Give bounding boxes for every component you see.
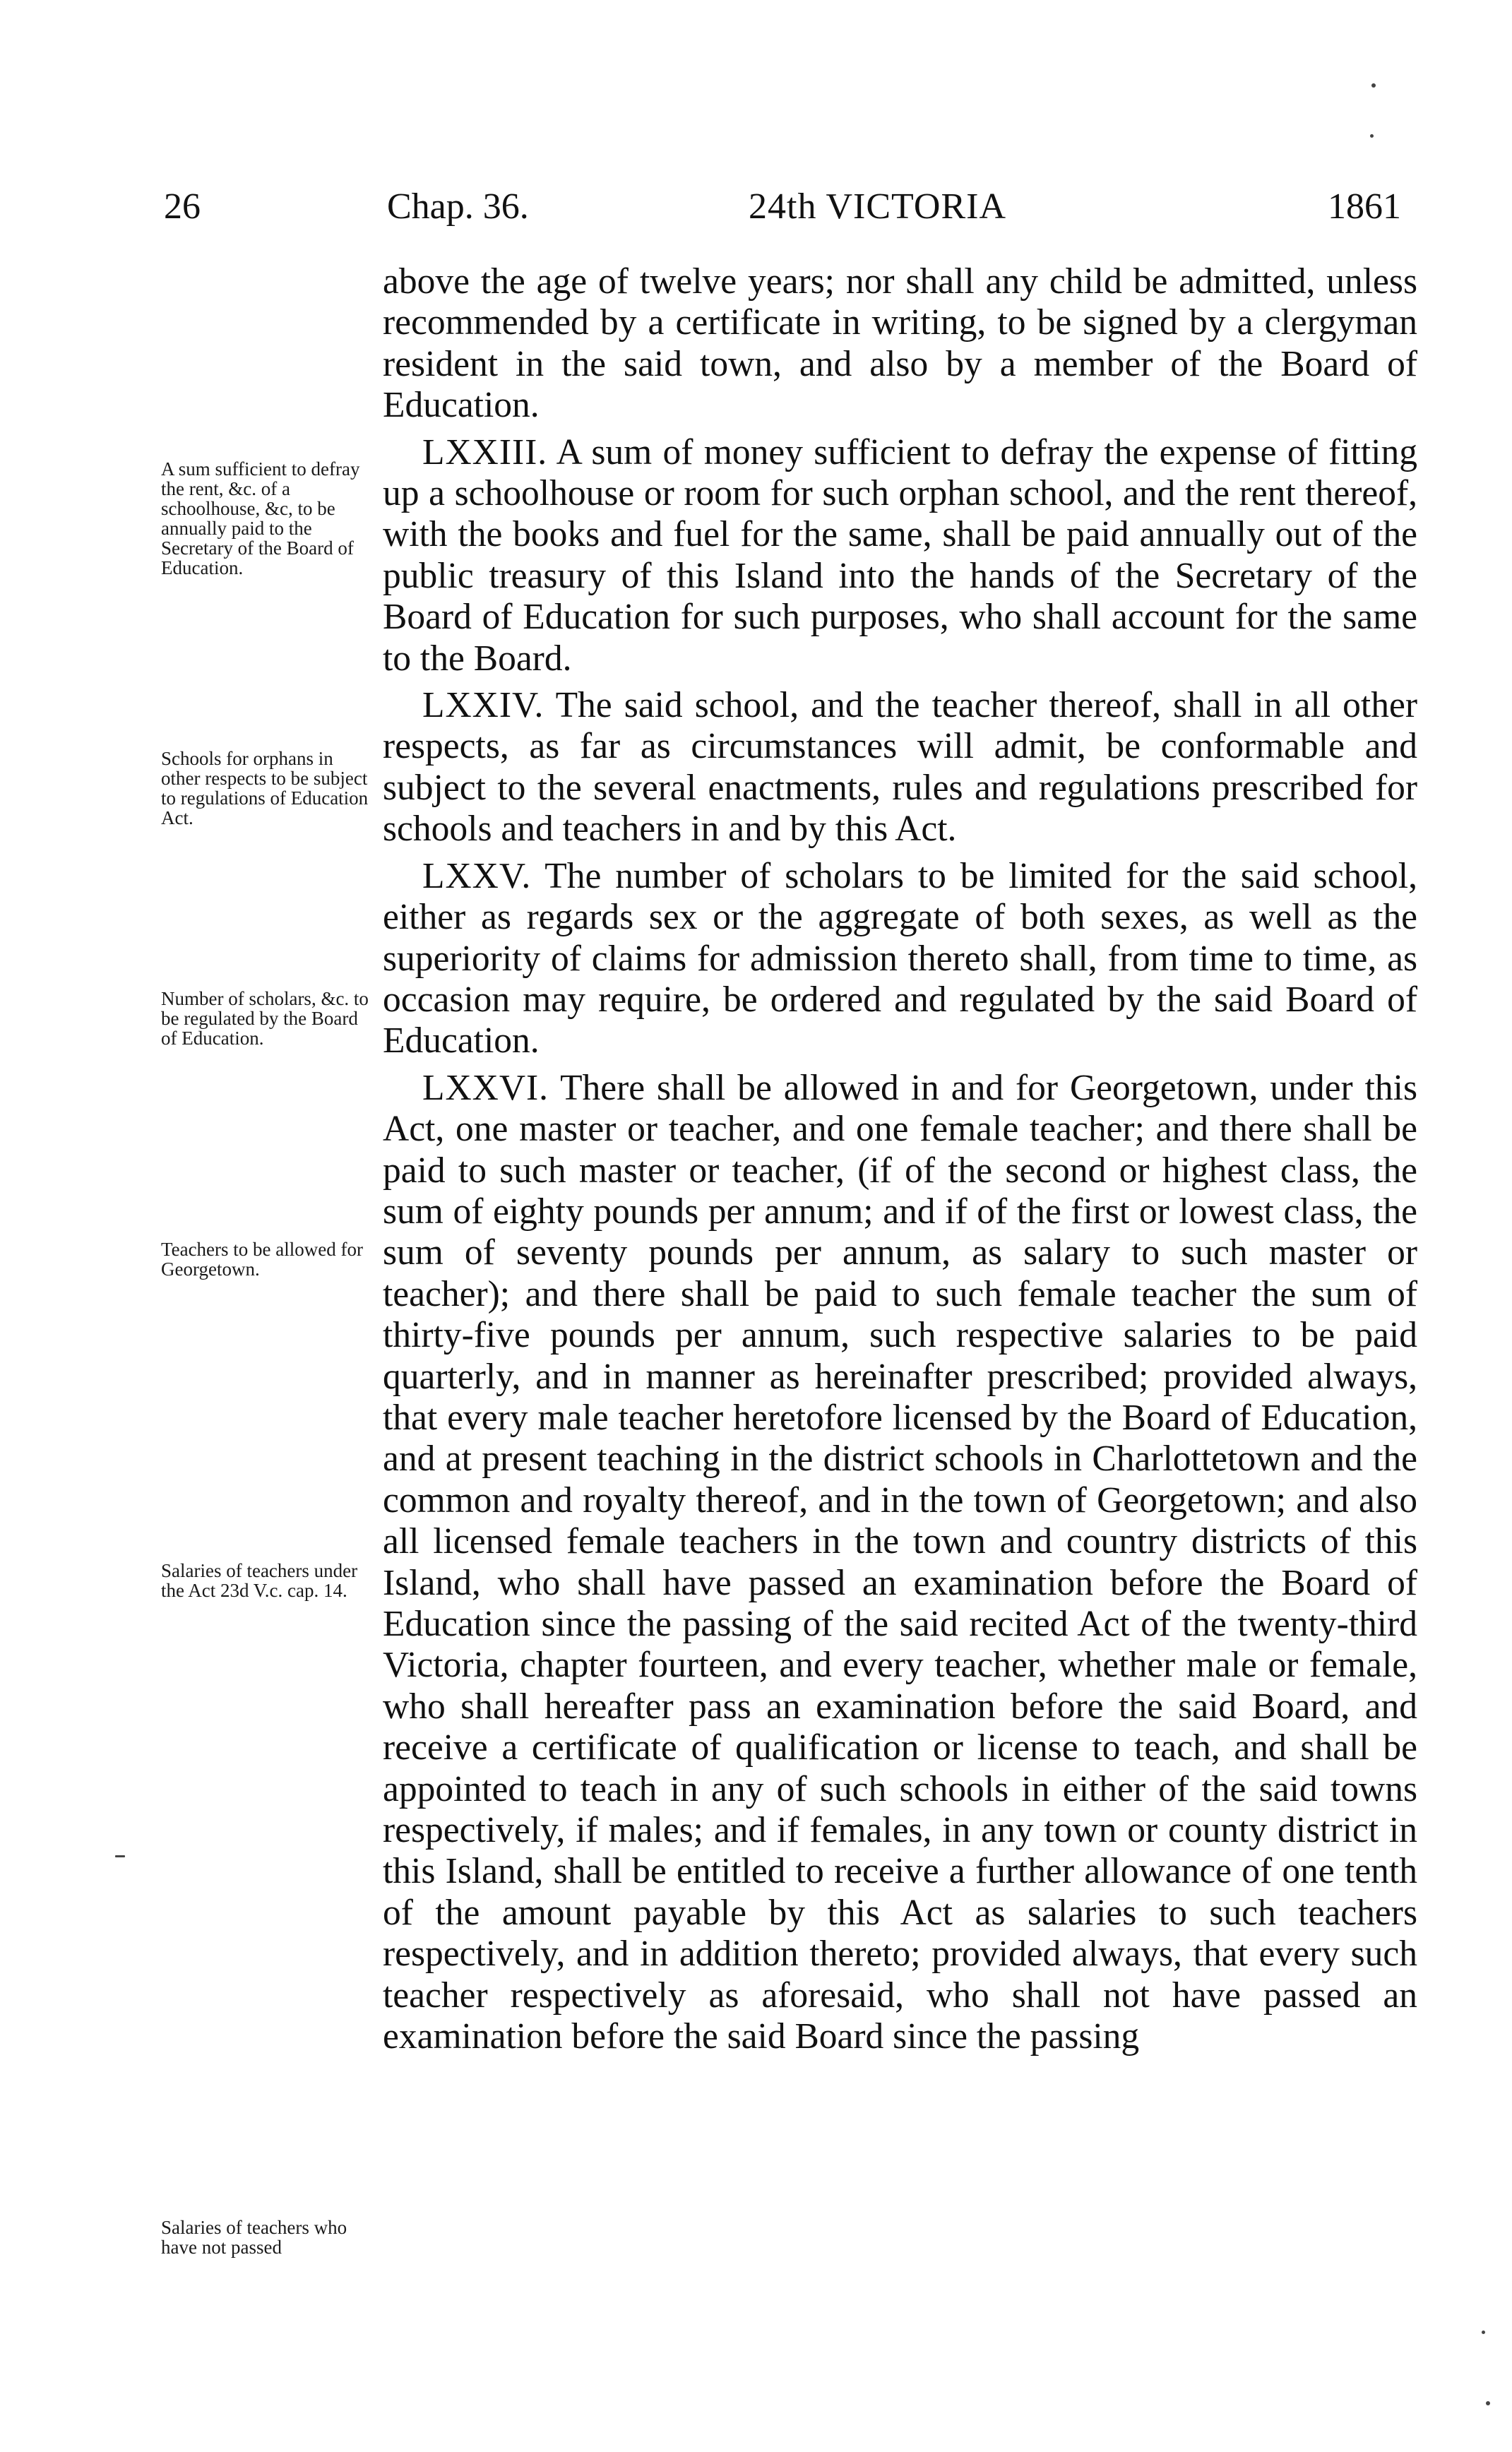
page-number: 26 xyxy=(164,186,201,227)
marginal-note: Salaries of teachers under the Act 23d V.c. cap. 14. xyxy=(161,1560,358,1601)
section-text: The number of scholars to be limited for the said school, either as regards sex or the aggregate of both sexes, as well as the superiority of claims for admission thereto shall, from time to time, as occasion may require, be ordered and regulated by the said Board of Education. xyxy=(383,855,1417,1061)
statute-body xyxy=(383,261,1417,2063)
scan-speck xyxy=(1486,2401,1490,2405)
reign-label: 24th VICTORIA xyxy=(749,186,1006,227)
marginal-note: A sum sufficient to defray the rent, &c. of a schoolhouse, &c, to be annually paid to the Secretary of the Board of Education. xyxy=(161,458,360,578)
section-75 xyxy=(383,856,1417,1062)
section-74 xyxy=(383,685,1417,850)
continuation-paragraph: above the age of twelve years; nor shall any child be admitted, unless recommended by a certificate in writing, to be signed by a clergyman resident in the said town, and also by a member of the Board of Education. xyxy=(383,261,1417,426)
section-text: A sum of money sufficient to defray the expense of fitting up a schoolhouse or room for such orphan school, and the rent thereof, with the books and fuel for the same, shall be paid annually out of the public treasury of this Island into the hands of the Secretary of the Board of Education for such purposes, who shall account for the same to the Board. xyxy=(383,432,1417,679)
section-text: There shall be allowed in and for Georgetown, under this Act, one master or teacher, and one female teacher; and there shall be paid to such master or teacher, (if of the second or highest class, the sum of eighty pounds per annum; and if of the first or lowest class, the sum of seventy pounds per annum, as salary to such master or teacher); and there shall be paid to such female teacher the sum of thirty-five pounds per annum, such respective salaries to be paid quarterly, and in manner as hereinafter prescribed; provided always, that every male teacher heretofore licensed by the Board of Education, and at present teaching in the district schools in Charlottetown and the common and royalty thereof, and in the town of Georgetown; and also all licensed female teachers in the town and country districts of this Island, who shall have passed an examination before the Board of Education since the passing of the said recited Act of the twenty-third Victoria, chapter fourteen, and every teacher, whether male or female, who shall hereafter pass an examination before the said Board, and receive a certificate of qualification or license to teach, and shall be appointed to teach in any of such schools in either of the said towns respectively, if males; and if females, in any town or county district in this Island, shall be entitled to receive a further allowance of one tenth of the amount payable by this Act as salaries to such teachers respectively, and in addition thereto; provided always, that every such teacher respectively as aforesaid, who shall not have passed an examination before the said Board since the passing xyxy=(383,1067,1417,2057)
section-76 xyxy=(383,1068,1417,2058)
running-header xyxy=(0,182,1512,232)
scan-speck xyxy=(115,1855,125,1857)
section-text: The said school, and the teacher thereof, shall in all other respects, as far as circumstances will admit, be conformable and subject to the several enactments, rules and regulations prescribed for schools and teachers in and by this Act. xyxy=(383,685,1417,850)
marginal-note: Teachers to be allowed for Georgetown. xyxy=(161,1239,363,1280)
scan-speck xyxy=(1371,83,1376,88)
section-number: LXXIV. xyxy=(422,685,544,726)
marginal-note: Number of scholars, &c. to be regulated by the Board of Education. xyxy=(161,988,369,1049)
scan-speck xyxy=(1482,2331,1485,2334)
marginal-note: Salaries of teachers who have not passed xyxy=(161,2217,347,2258)
scan-speck xyxy=(1370,134,1374,138)
year-label: 1861 xyxy=(1328,186,1401,227)
marginal-note: Schools for orphans in other respects to be subject to regulations of Education Act. xyxy=(161,748,369,828)
chapter-label: Chap. 36. xyxy=(387,186,529,227)
section-number: LXXVI. xyxy=(422,1067,549,1108)
section-number: LXXIII. xyxy=(422,432,548,472)
section-number: LXXV. xyxy=(422,855,532,896)
section-73 xyxy=(383,432,1417,679)
